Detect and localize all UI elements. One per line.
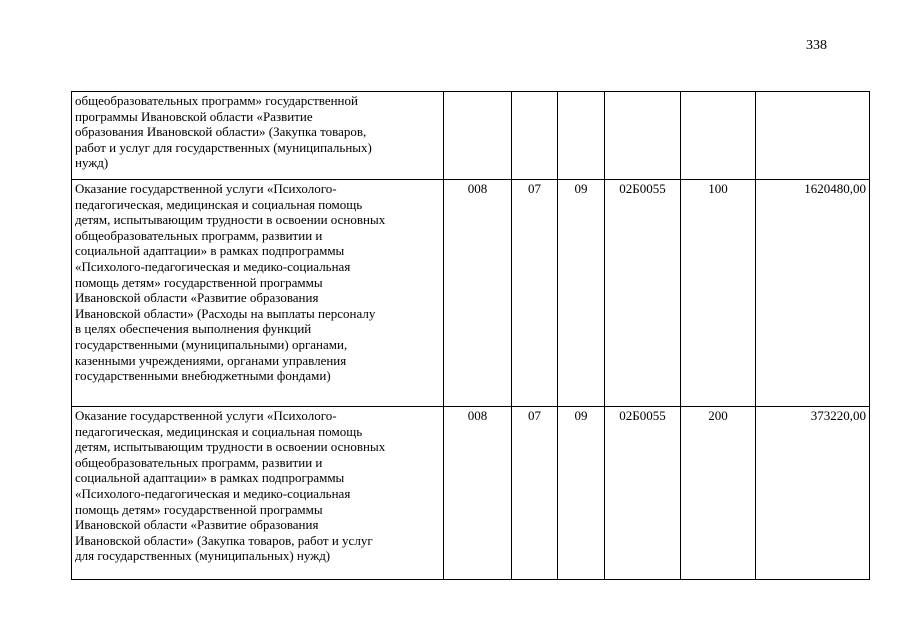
description-line: в целях обеспечения выполнения функций [75,321,312,337]
ministry-code-cell [444,92,512,180]
description-line: «Психолого-педагогическая и медико-социальная [75,485,351,501]
target-article-cell: 02Б0055 [605,407,681,580]
subsection-code-cell: 09 [558,407,605,580]
expense-type-cell: 200 [681,407,756,580]
amount-cell: 1620480,00 [756,180,870,407]
description-line: работ и услуг для государственных (муниципальных) [75,139,372,155]
table-row [72,180,870,407]
subsection-code-cell: 09 [558,180,605,407]
description-line: детям, испытывающим трудности в освоении основных [75,439,386,455]
page-number: 338 [806,38,827,53]
amount-cell: 373220,00 [756,407,870,580]
description-line: общеобразовательных программ» государственной [75,93,358,108]
target-article-cell: 02Б0055 [605,180,681,407]
description-line: Ивановской области» (Закупка товаров, работ и услуг [75,532,373,548]
description-line: казенными учреждениями, органами управления [75,352,347,368]
table-row [72,407,870,580]
section-code-cell [512,92,558,180]
description-line: помощь детям» государственной программы [75,274,323,290]
description-line: для государственных (муниципальных) нужд) [75,548,331,564]
expense-type-cell [681,92,756,180]
ministry-code-cell: 008 [444,407,512,580]
description-line: Ивановской области «Развитие образования [75,517,319,533]
description-line: программы Ивановской области «Развитие [75,108,313,124]
section-code-cell: 07 [512,180,558,407]
description-line: государственными (муниципальными) органами, [75,336,348,352]
description-line: Оказание государственной услуги «Психолого- [75,181,337,196]
description-line: нужд) [75,155,109,171]
description-line: социальной адаптации» в рамках подпрограммы [75,243,345,259]
description-line: педагогическая, медицинская и социальная помощь [75,196,363,212]
budget-table [71,91,870,580]
description-line: социальной адаптации» в рамках подпрограммы [75,470,345,486]
description-line: «Психолого-педагогическая и медико-социальная [75,258,351,274]
amount-cell [756,92,870,180]
table-row [72,92,870,180]
description-line: Ивановской области» (Расходы на выплаты персоналу [75,305,376,321]
ministry-code-cell: 008 [444,180,512,407]
description-line: детям, испытывающим трудности в освоении основных [75,212,386,228]
row-description [72,407,444,580]
section-code-cell: 07 [512,407,558,580]
description-line: государственными внебюджетными фондами) [75,368,331,384]
subsection-code-cell [558,92,605,180]
description-line: образования Ивановской области» (Закупка товаров, [75,124,367,140]
target-article-cell [605,92,681,180]
row-description [72,180,444,407]
description-line: педагогическая, медицинская и социальная помощь [75,423,363,439]
row-description [72,92,444,180]
description-line: помощь детям» государственной программы [75,501,323,517]
description-line: Оказание государственной услуги «Психолого- [75,408,337,423]
description-line: общеобразовательных программ, развитии и [75,227,323,243]
description-line: общеобразовательных программ, развитии и [75,454,323,470]
expense-type-cell: 100 [681,180,756,407]
description-line: Ивановской области «Развитие образования [75,290,319,306]
